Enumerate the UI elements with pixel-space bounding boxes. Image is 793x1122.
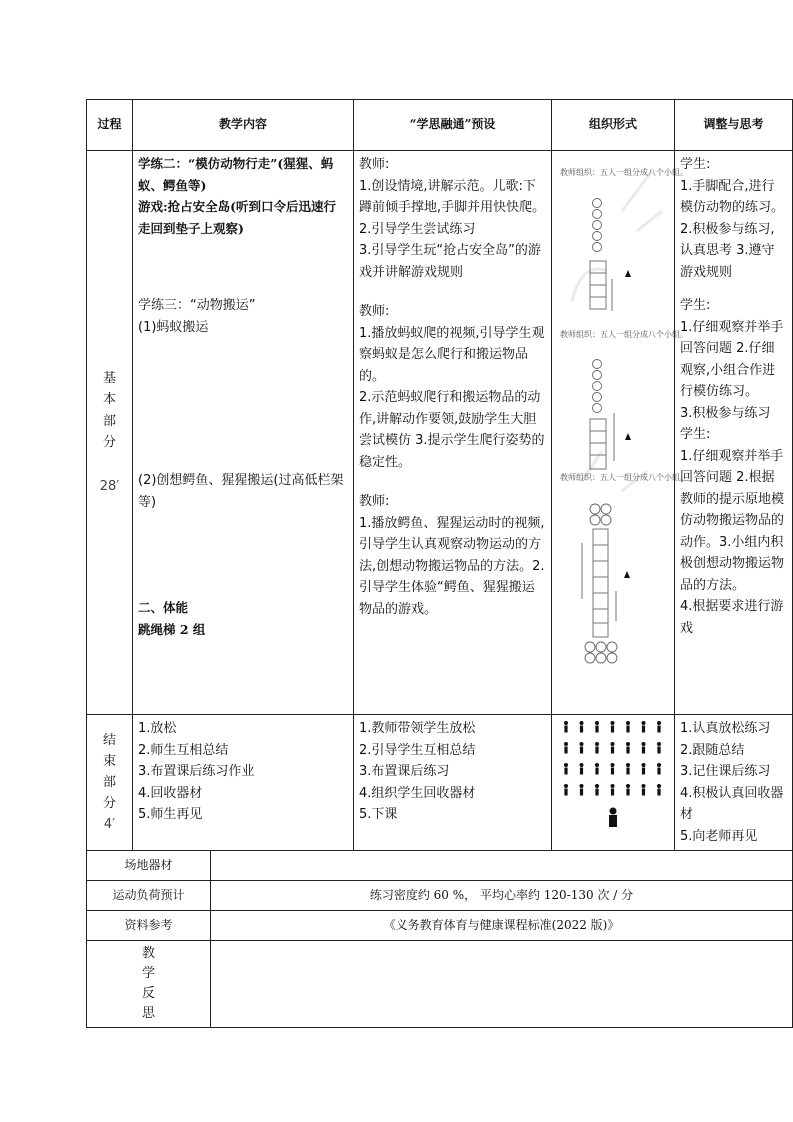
student-b1-l2: 2.积极参与练习,认真思考 3.遵守游戏规则 [680, 221, 775, 280]
student-figure-icon [611, 721, 615, 733]
content-p1-title: 学练二：“模仿动物行走”(猩猩、蚂蚁、鳄鱼等) [138, 156, 334, 193]
student-b2-l1: 1.仔细观察并举手回答问题 2.仔细观察,小组合作进行模仿练习。 [680, 319, 784, 399]
student-figure-icon [626, 721, 630, 733]
teacher-b3-l1: 1.播放鳄鱼、猩猩运动时的视频,引导学生认真观察动物运动的方法,创想动物搬运物品的方法。2.引导学生体验“鳄鱼、猩猩搬运物品的游戏。 [359, 515, 545, 617]
student-figure-icon [564, 763, 568, 775]
student-figure-icon [564, 784, 568, 796]
teacher-figure-icon [609, 808, 617, 828]
student-figure-icon [642, 742, 646, 754]
section-char: 本 [102, 392, 116, 408]
reflection-char: 反 [141, 986, 155, 1001]
student-figure-icon [642, 763, 646, 775]
ending-student-item: 1.认真放松练习 [680, 721, 771, 736]
student-figure-icon [580, 784, 584, 796]
ending-formation-diagram [552, 715, 675, 840]
student-figure-icon [611, 742, 615, 754]
student-circle [593, 232, 602, 241]
student-figure-icon [580, 763, 584, 775]
student-b3-l2: 4.根据要求进行游戏 [680, 599, 784, 636]
section-char: 部 [102, 775, 116, 790]
student-figure-icon [595, 784, 599, 796]
lesson-plan-table [86, 99, 793, 1028]
student-figure-icon [564, 721, 568, 733]
basic-section-row [87, 151, 793, 715]
section-char: 结 [102, 733, 116, 748]
ending-section-row [87, 715, 793, 851]
ending-teacher-item: 2.引导学生互相总结 [359, 742, 476, 758]
student-figure-icon [626, 763, 630, 775]
ending-student-item: 2.跟随总结 [680, 742, 745, 758]
reference-row [87, 911, 793, 941]
student-b3-l1: 1.仔细观察并举手回答问题 2.根据教师的提示原地模仿动物搬运物品的动作。3.小组内积极创想动物搬运物品的方法。 [680, 448, 785, 593]
student-figure-icon [657, 784, 661, 796]
teacher-b1-l1: 1.创设情境,讲解示范。儿歌:下蹲前倾手撑地,手脚并用快快爬。 [359, 178, 546, 215]
student-figure-icon [657, 721, 661, 733]
student-circle [593, 221, 602, 230]
basic-teacher-cell [354, 151, 552, 715]
ending-content-item: 3.布置课后练习作业 [138, 764, 255, 779]
section-char: 分 [102, 435, 116, 451]
student-figure-icon [580, 721, 584, 733]
ending-student-item: 3.记住课后练习 [680, 764, 771, 779]
load-row [87, 881, 793, 911]
content-p3-item: (2)创想鳄鱼、猩猩搬运(过高低栏架等) [138, 473, 344, 510]
student-figure-icon [595, 742, 599, 754]
ending-teacher-item: 5.下课 [359, 807, 398, 822]
ending-content-item: 2.师生互相总结 [138, 742, 229, 758]
section-char: 基 [102, 370, 116, 386]
diagram-label-2: 教师组织：五人一组分成八个小组。 [560, 330, 689, 339]
header-organization: 组织形式 [552, 100, 675, 151]
organization-diagrams-cell [552, 151, 689, 715]
formation-diagram-1 [590, 199, 612, 312]
reflection-row [87, 941, 793, 1028]
teacher-b1-l3: 3.引导学生玩“抢占安全岛”的游戏并讲解游戏规则 [359, 243, 541, 280]
basic-section-label [87, 151, 133, 715]
formation-diagram-3 [582, 504, 617, 663]
ending-student-item: 5.向老师再见 [680, 828, 758, 844]
section-char: 分 [102, 796, 116, 811]
venue-row [87, 851, 793, 881]
content-p2-item: (1)蚂蚁搬运 [138, 319, 209, 335]
ending-content-item: 5.师生再见 [138, 807, 203, 822]
teacher-b2-head: 教师: [359, 304, 390, 319]
teacher-triangle-icon [625, 270, 631, 277]
reflection-label [87, 941, 211, 1028]
student-figure-icon [657, 763, 661, 775]
reference-value: 《义务教育体育与健康课程标准(2022 版)》 [211, 911, 793, 941]
ending-section-time: 4′ [103, 817, 116, 832]
reflection-char: 思 [141, 1006, 155, 1021]
student-b1-l1: 1.手脚配合,进行模仿动物的练习。 [680, 178, 785, 215]
content-p2-title: 学练三：“动物搬运” [138, 298, 256, 313]
basic-content-cell [133, 151, 354, 715]
student-figure-icon [580, 742, 584, 754]
ending-content-cell [133, 715, 354, 851]
student-figure-icon [626, 784, 630, 796]
student-b2-head: 学生: [680, 298, 711, 313]
ending-teacher-item: 4.组织学生回收器材 [359, 785, 476, 801]
header-row [87, 100, 793, 151]
student-figure-icon [626, 742, 630, 754]
reflection-char: 教 [141, 946, 155, 961]
ending-student-cell [675, 715, 793, 851]
student-figure-icon [595, 721, 599, 733]
section-char: 束 [102, 754, 116, 769]
load-value: 练习密度约 60 %， 平均心率约 120-130 次 / 分 [211, 881, 793, 911]
student-figure-icon [642, 784, 646, 796]
student-circle [593, 210, 602, 219]
student-circle [593, 243, 602, 252]
content-p1-game: 游戏:抢占安全岛(听到口令后迅速行走回到垫子上观察) [138, 199, 337, 236]
student-b1-head: 学生: [680, 157, 711, 172]
teacher-b2-l2: 2.示范蚂蚁爬行和搬运物品的动作,讲解动作要领,鼓励学生大胆尝试模仿 3.提示学生爬行姿势的稳定性。 [359, 390, 545, 470]
student-b3-head: 学生: [680, 427, 711, 442]
organization-diagrams [552, 151, 689, 714]
section-char: 部 [102, 413, 116, 429]
reference-label: 资料参考 [87, 911, 211, 941]
reflection-char: 学 [141, 966, 155, 981]
ending-content-item: 4.回收器材 [138, 785, 203, 801]
ending-formation-cell [552, 715, 675, 851]
ending-teacher-item: 3.布置课后练习 [359, 764, 450, 779]
reflection-value [211, 941, 793, 1028]
student-figure-icon [642, 721, 646, 733]
student-figure-icon [564, 742, 568, 754]
header-process: 过程 [87, 100, 133, 151]
venue-label: 场地器材 [87, 851, 211, 881]
student-figure-icon [611, 763, 615, 775]
content-p4-item: 跳绳梯 2 组 [138, 621, 206, 637]
student-circle [593, 199, 602, 208]
basic-student-cell [675, 151, 793, 715]
student-figure-icon [611, 784, 615, 796]
ending-content-item: 1.放松 [138, 721, 177, 736]
diagram-label-1: 教师组织：五人一组分成八个小组。 [560, 168, 689, 177]
header-content: 教学内容 [133, 100, 354, 151]
teacher-b1-head: 教师: [359, 157, 390, 172]
ending-student-item: 4.积极认真回收器材 [680, 785, 784, 822]
load-label: 运动负荷预计 [87, 881, 211, 911]
ending-teacher-item: 1.教师带领学生放松 [359, 721, 476, 736]
content-p4-title: 二、体能 [138, 600, 189, 615]
ending-section-label [87, 715, 133, 851]
student-figure-icon [657, 742, 661, 754]
header-adjust: 调整与思考 [675, 100, 793, 151]
teacher-triangle-icon [624, 571, 630, 578]
basic-section-time: 28′ [99, 478, 120, 494]
ending-teacher-cell [354, 715, 552, 851]
teacher-b2-l1: 1.播放蚂蚁爬的视频,引导学生观察蚂蚁是怎么爬行和搬运物品的。 [359, 325, 545, 384]
header-preset: “学思融通”预设 [354, 100, 552, 151]
teacher-triangle-icon [625, 433, 631, 440]
teacher-b1-l2: 2.引导学生尝试练习 [359, 221, 476, 237]
student-b2-l2: 3.积极参与练习 [680, 405, 771, 421]
venue-value [211, 851, 793, 881]
teacher-b3-head: 教师: [359, 494, 390, 509]
student-figure-icon [595, 763, 599, 775]
diagram-label-3: 教师组织：五人一组分成八个小组。 [560, 473, 689, 482]
